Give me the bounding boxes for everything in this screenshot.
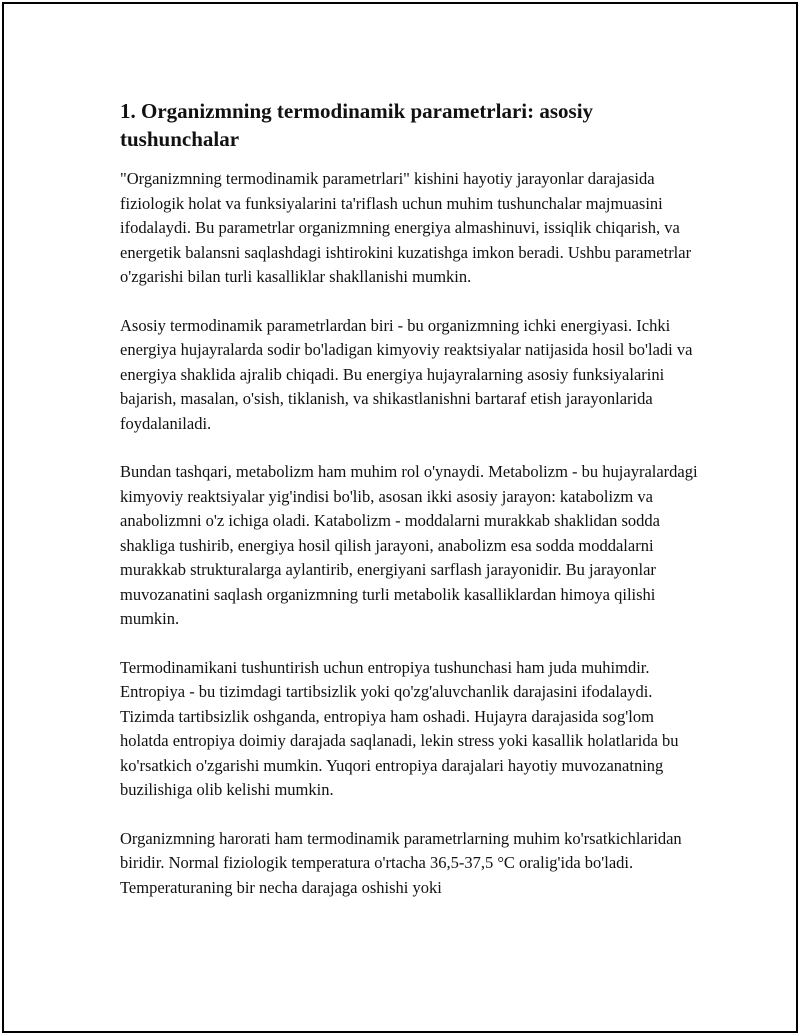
paragraph-intro: "Organizmning termodinamik parametrlari" kishini hayotiy jarayonlar darajasida fiziologik holat va funksiyalarini ta'riflash uchun muhim tushunchalar majmuasini ifodalaydi. Bu parametrlar organizmning energiya almashinuvi, issiqlik chiqarish, va energetik balansni saqlashdagi ishtirokini kuzatishga imkon beradi. Ushbu parametrlar o'zgarishi bilan turli kasalliklar shakllanishi mumkin. [120,169,692,286]
section-heading: 1. Organizmning termodinamik parametrlari: asosiy tushunchalar [120,99,594,151]
paragraph-internal-energy: Asosiy termodinamik parametrlardan biri - bu organizmning ichki energiyasi. Ichki energiya hujayralarda sodir bo'ladigan kimyoviy reaktsiyalar natijasida hosil bo'ladi va energiya shaklida ajralib chiqadi. Bu energiya hujayralarning asosiy funksiyalarini bajarish, masalan, o'sish, tiklanish, va shikastlanishni bartaraf etish jarayonlarida foydalaniladi. [120,315,693,433]
document-content [120,97,700,924]
paragraph-temperature: Organizmning harorati ham termodinamik parametrlarning muhim ko'rsatkichlaridan biridir. Normal fiziologik temperatura o'rtacha 36,5-37,5 °C oralig'ida bo'ladi. Temperaturaning bir necha darajaga oshishi yoki [120,828,682,897]
paragraph-metabolism: Bundan tashqari, metabolizm ham muhim rol o'ynaydi. Metabolizm - bu hujayralardagi kimyoviy reaktsiyalar yig'indisi bo'lib, asosan ikki asosiy jarayon: katabolizm va anabolizmni o'z ichiga oladi. Katabolizm - moddalarni murakkab shaklidan sodda shakliga tushirib, energiya hosil qilish jarayoni, anabolizm esa sodda moddalarni murakkab strukturalarga aylantirib, energiyani sarflash jarayonidir. Bu jarayonlar muvozanatini saqlash organizmning turli metabolik kasalliklardan himoya qilishi mumkin. [120,462,698,628]
document-page [2,2,798,1033]
paragraph-entropy: Termodinamikani tushuntirish uchun entropiya tushunchasi ham juda muhimdir. Entropiya - bu tizimdagi tartibsizlik yoki qo'zg'aluvchanlik darajasini ifodalaydi. Tizimda tartibsizlik oshganda, entropiya ham oshadi. Hujayra darajasida sog'lom holatda entropiya doimiy darajada saqlanadi, lekin stress yoki kasallik holatlarida bu ko'rsatkich o'zgarishi mumkin. Yuqori entropiya darajalari hayotiy muvozanatning buzilishiga olib kelishi mumkin. [120,657,679,799]
